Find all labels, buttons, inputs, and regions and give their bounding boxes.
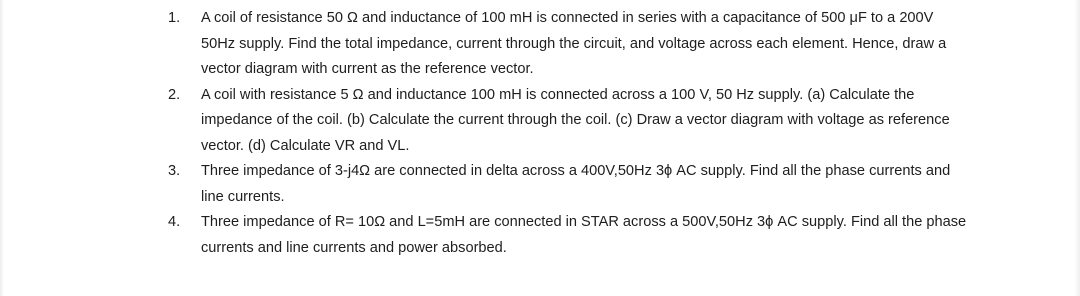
page-left-edge-shadow [0,0,4,296]
question-item [168,83,968,160]
question-text: A coil of resistance 50 Ω and inductance of 100 mH is connected in series with a capacitance of 500 μF to a 200V 50Hz supply. Find the total impedance, current through the circuit, and voltage across each element. Hence, draw a vector diagram with current as the reference vector. [201,10,947,77]
question-number: 4. [168,214,181,230]
question-text: Three impedance of 3-j4Ω are connected in delta across a 400V,50Hz 3ϕ AC supply. Find all the phase currents and line currents. [201,163,951,205]
question-item [168,210,968,261]
question-item [168,159,968,210]
question-item [168,6,968,83]
question-text: Three impedance of R= 10Ω and L=5mH are connected in STAR across a 500V,50Hz 3ϕ AC supply. Find all the phase currents and line currents and power absorbed. [201,214,967,256]
question-number: 2. [168,86,181,103]
question-text: A coil with resistance 5 Ω and inductance 100 mH is connected across a 100 V, 50 Hz supply. (a) Calculate the impedance of the coil. (b) Calculate the current through the coil. (c) Draw a vector diagram with voltage as reference vector. (d) Calculate VR and VL. [201,86,950,154]
question-number: 3. [168,163,181,179]
question-list [168,6,968,261]
question-number: 1. [168,10,181,26]
page-right-edge-shadow [1074,0,1080,296]
